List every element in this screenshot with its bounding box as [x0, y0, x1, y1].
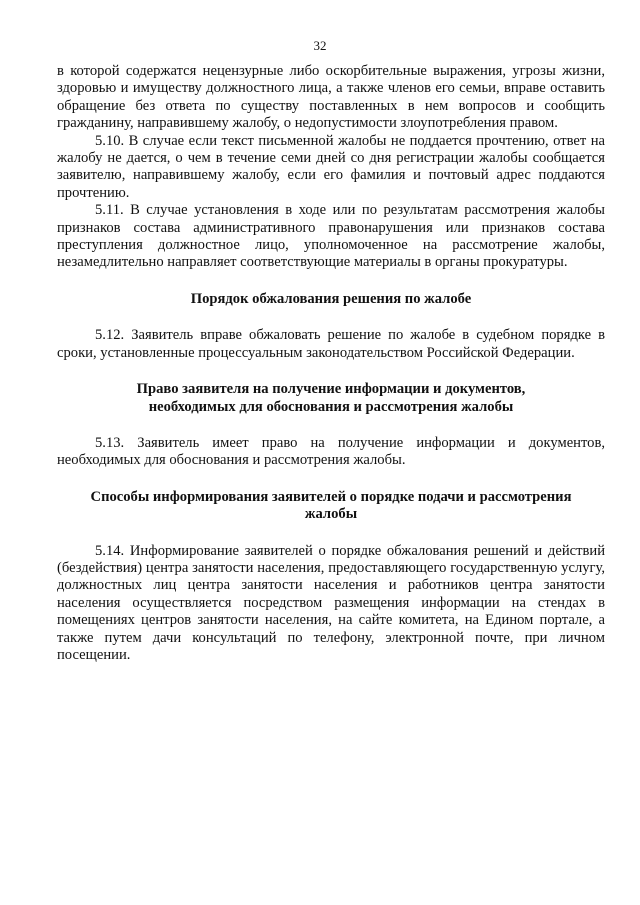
heading-informing-methods-line-2: жалобы	[304, 506, 358, 523]
page-number: 32	[313, 38, 327, 53]
heading-appeal-procedure: Порядок обжалования решения по жалобе	[190, 290, 472, 307]
paragraph-5-13: 5.13. Заявитель имеет право на получение информации и документов, необходимых для обоснования и рассмотрения жалобы.	[57, 434, 605, 469]
heading-informing-methods	[57, 489, 605, 524]
heading-applicant-rights-line-1: Право заявителя на получение информации и документов,	[136, 381, 526, 398]
paragraph-5-11: 5.11. В случае установления в ходе или по результатам рассмотрения жалобы признаков состава административного правонарушения или признаков состава преступления должностное лицо, уполномоченное на рассмотрение жалобы, незамедлительно направляет соответствующие материалы в органы прокуратуры.	[57, 202, 605, 271]
document-body	[57, 63, 605, 664]
paragraph-5-12: 5.12. Заявитель вправе обжаловать решение по жалобе в судебном порядке в сроки, установленные процессуальным законодательством Российской Федерации.	[57, 327, 605, 361]
paragraph-continuation: в которой содержатся нецензурные либо оскорбительные выражения, угрозы жизни, здоровью и имуществу должностного лица, а также членов его семьи, вправе оставить обращение без ответа по существу поставленных в нем вопросов и сообщить гражданину, направившему жалобу, о недопустимости злоупотребления правом.	[57, 63, 605, 132]
heading-informing-methods-line-1: Способы информирования заявителей о порядке подачи и рассмотрения	[90, 488, 572, 505]
paragraph-5-14: 5.14. Информирование заявителей о порядке обжалования решений и действий (бездействия) центра занятости населения, предоставляющего государственную услугу, должностных лиц центра занятости населения и работников центра занятости населения осуществляется посредством размещения информации на стендах в помещениях центров занятости населения, на сайте комитета, на Едином портале, а также путем дачи консультаций по телефону, электронной почте, при личном посещении.	[57, 542, 605, 663]
heading-applicant-rights	[57, 381, 605, 416]
paragraph-5-10: 5.10. В случае если текст письменной жалобы не поддается прочтению, ответ на жалобу не дается, о чем в течение семи дней со дня регистрации жалобы сообщается заявителю, направившему жалобу, если его фамилия и почтовый адрес поддаются прочтению.	[57, 132, 605, 201]
heading-applicant-rights-line-2: необходимых для обоснования и рассмотрения жалобы	[148, 398, 514, 415]
